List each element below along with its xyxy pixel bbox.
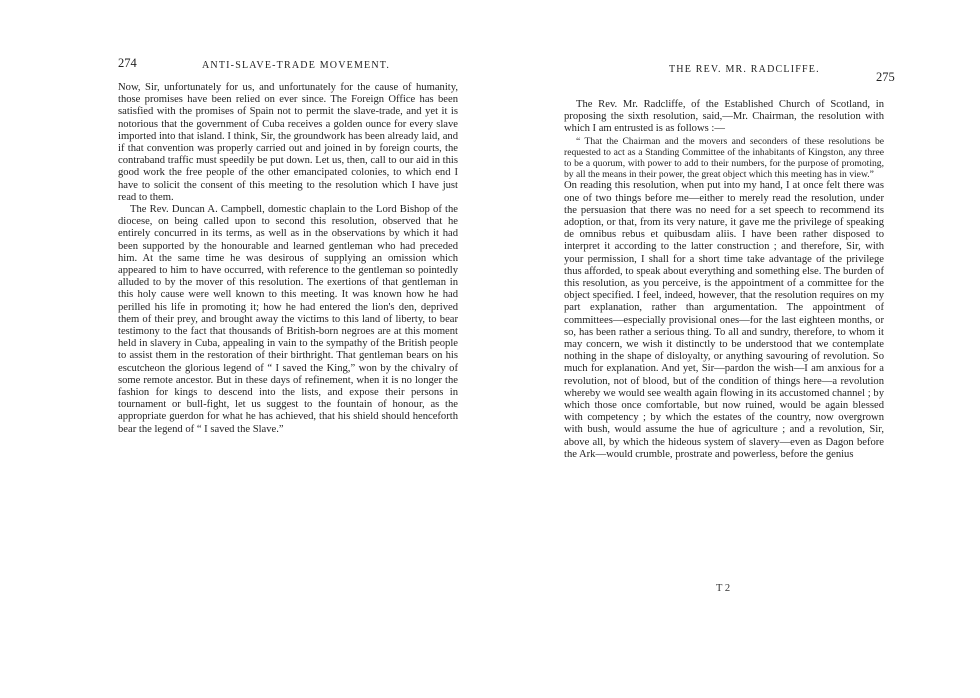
signature-mark: T 2 [716,583,731,594]
right-running-head: THE REV. MR. RADCLIFFE. [669,64,820,75]
right-page-text [564,99,884,461]
left-page-text [118,82,458,436]
right-page [490,0,980,698]
left-paragraph-2: The Rev. Duncan A. Campbell, domestic chaplain to the Lord Bishop of the diocese, on being called upon to second this resolution, observed that he entirely concurred in its terms, as well as in the observations by which it had been supported by the honourable and learned gentleman who had preceded him. At the same time he was desirous of supplying an omission which appeared to him to have occurred, with reference to the gentleman so pointedly alluded to by the mover of this resolution. The exertions of that gentleman in this holy cause were well known to this meeting. It was known how he had perilled his life in promoting it; how he had entered the lion's den, deprived them of their prey, and brought away the victims to this land of liberty, to bear testimony to the fact that thousands of British-born negroes are at this moment held in slavery in Cuba, appealing in vain to the sympathy of the British people to assist them in the restoration of their birthright. That gentleman bears on his escutcheon the glorious legend of “ I saved the King,” won by the chivalry of some remote ancestor. But in these days of refinement, when it is no longer the fashion for kings to descend into the lists, and expose their persons in tournament or bull-fight, let us suggest to the fountain of honour, as the appropriate guerdon for what he has achieved, that his shield should henceforth bear the legend of “ I saved the Slave.” [118,204,458,435]
right-intro-paragraph: The Rev. Mr. Radcliffe, of the Established Church of Scotland, in proposing the sixth resolution, said,—Mr. Chairman, the resolution with which I am entrusted is as follows :— [564,99,884,135]
left-running-head: ANTI-SLAVE-TRADE MOVEMENT. [202,60,391,71]
left-paragraph-1: Now, Sir, unfortunately for us, and unfortunately for the cause of humanity, those promises have been relied on ever since. The Foreign Office has been satisfied with the promises of Spain not to permit the slave-trade, and yet it is notorious that the government of Cuba receives a golden ounce for every slave imported into that island. I think, Sir, the groundwork has been already laid, and if that convention was properly carried out and joined in by foreign courts, the contraband traffic must speedily be put down. Let us, then, call to our aid in this good work the free people of the other emancipated colonies, to which end I have to solicit the consent of this meeting to the resolution which I have just read to them. [118,82,458,203]
right-page-number: 275 [876,70,895,84]
right-body-paragraph: On reading this resolution, when put into my hand, I at once felt there was one of two things before me—either to merely read the resolution, under the persuasion that there was no need for a set speech to recommend its adoption, or that, from its very nature, it gave me the privilege of speaking de omnibus rebus et quibusdam aliis. I have been rather disposed to interpret it according to the latter construction ; and therefore, Sir, with your permission, I shall for a short time take advantage of the privilege thus afforded, to speak about everything and something else. The burden of this resolution, as you perceive, is the appointment of a committee for the object specified. I feel, indeed, however, that the resolution requires on my part explanation, rather than argumentation. The appointment of committees—especially provisional ones—for the last eighteen months, or so, has been rather a serious thing. To all and sundry, therefore, to whom it may concern, we wish it distinctly to be understood that we contemplate nothing in the shape of disloyalty, or anything savouring of revolution. So much for explanation. And yet, Sir—pardon the wish—I am anxious for a revolution, not of blood, but of the condition of things here—a revolution whereby we would see wealth again flowing in its accustomed channel ; by which those once comfortable, but now ruined, would be again blessed with competency ; by which the estates of the country, now overgrown with bush, would assume the hue of agriculture ; and a revolution, Sir, above all, by which the hideous system of slavery—even as Dagon before the Ark—would crumble, prostrate and powerless, before the genius [564,180,884,460]
left-page-number: 274 [118,56,137,70]
resolution-quote: “ That the Chairman and the movers and seconders of these resolutions be requested to act as a Standing Committee of the inhabitants of Kingston, any three to be a quorum, with power to add to their numbers, for the purpose of promoting, by all the means in their power, the great object which this meeting has in view.” [564,135,884,181]
